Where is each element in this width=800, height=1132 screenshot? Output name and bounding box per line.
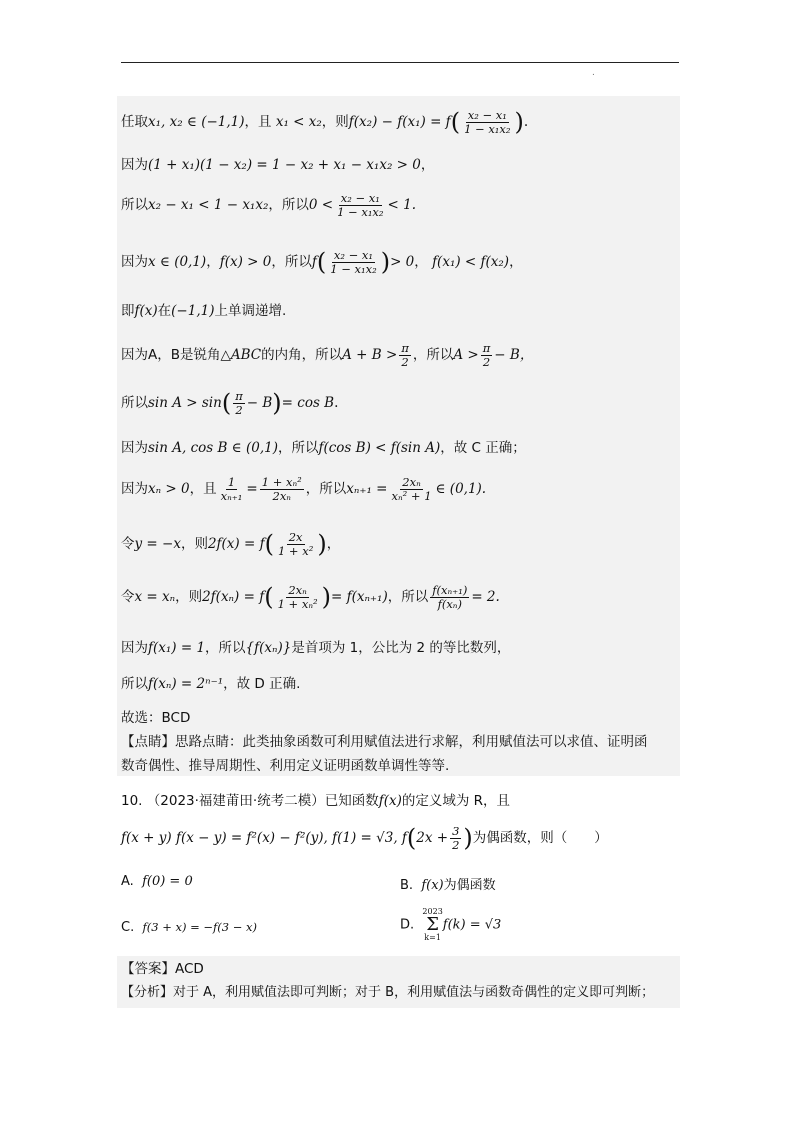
fraction: $\frac{\pi}{2}$: [401, 341, 409, 370]
solution-line-10: 令y = −x，则2f(x) = f( $\frac{2x}{\text{1 + x²}}$ )，: [121, 529, 341, 558]
fraction: $\frac{\pi}{2}$: [482, 341, 491, 370]
solution-line-12: 因为f(x₁) = 1，所以{f(xₙ)}是首项为 1，公比为 2 的等比数列，: [121, 640, 511, 656]
question-line-2: f(x + y) f(x − y) = f²(x) − f²(y), f(1) = √3, f(2x + $\frac{3}{2}$ )为偶函数，则（ ）: [121, 823, 608, 852]
fraction: $\frac{2x}{\text{1 + x²}}$: [277, 529, 314, 558]
solution-line-1: 任取x₁, x₂ ∈ (−1,1)，且 x₁ < x₂，则f(x₂) − f(x₁) = f( $\frac{\text{x₂ − x₁}}{\text{1 − x₁x₂}}$ ).: [121, 107, 529, 136]
header-rule: [121, 62, 679, 63]
solution-line-7: 所以sin A > sin( $\frac{\pi}{2}$ − B)= cos B.: [121, 388, 339, 417]
solution-line-9: 因为xₙ > 0，且 $\frac{1}{\text{xₙ₊₁}}$ = $\frac{\text{1 + xₙ²}}{\text{2xₙ}}$ ，所以xₙ₊₁ = $\frac{\text{2xₙ}}{\text{xₙ² + 1}}$ ∈ (0,1).: [121, 475, 487, 504]
solution-line-6: 因为A，B是锐角△ABC的内角，所以A + B > $\frac{\pi}{2}$ ，所以A > $\frac{\pi}{2}$ − B，: [121, 341, 534, 370]
analysis-text: 【分析】对于 A，利用赋值法即可判断；对于 B，利用赋值法与函数奇偶性的定义即可判断；: [121, 985, 655, 1000]
fraction: $\frac{\text{x₂ − x₁}}{\text{1 − x₁x₂}}$: [464, 107, 511, 136]
fraction: $\frac{\text{2xₙ}}{\text{1 + xₙ²}}$: [277, 582, 318, 611]
fraction: $\frac{\text{x₂ − x₁}}{\text{1 − x₁x₂}}$: [330, 247, 377, 276]
solution-line-5: 即f(x)在(−1,1)上单调递增.: [121, 303, 287, 319]
summation: 2023 Σ k=1: [422, 907, 443, 942]
fraction: $\frac{\pi}{2}$: [235, 388, 243, 417]
answer-label: 【答案】ACD: [121, 961, 204, 977]
option-b: B. f(x)为偶函数: [400, 878, 496, 893]
option-a: A. f(0) = 0: [121, 874, 193, 889]
solution-line-13: 所以f(xₙ) = 2ⁿ⁻¹，故 D 正确.: [121, 676, 301, 692]
solution-line-2: 因为(1 + x₁)(1 − x₂) = 1 − x₂ + x₁ − x₁x₂ > 0，: [121, 157, 435, 173]
fraction: $\frac{\text{2xₙ}}{\text{xₙ² + 1}}$: [391, 475, 432, 504]
option-d: D. 2023 Σ k=1 f(k) = √3: [400, 907, 502, 942]
option-c: C. f(3 + x) = −f(3 − x): [121, 920, 258, 935]
fraction: $\frac{1}{\text{xₙ₊₁}}$: [220, 475, 243, 504]
solution-line-4: 因为x ∈ (0,1)，f(x) > 0，所以f( $\frac{\text{x₂ − x₁}}{\text{1 − x₁x₂}}$ )> 0， f(x₁) < f(x₂)，: [121, 247, 523, 276]
fraction: $\frac{\text{x₂ − x₁}}{\text{1 − x₁x₂}}$: [337, 191, 384, 220]
question-line-1: 10. （2023·福建莆田·统考二模）已知函数f(x)的定义域为 R，且: [121, 793, 511, 809]
fraction: $\frac{3}{2}$: [452, 823, 460, 852]
fraction: $\frac{\text{1 + xₙ²}}{\text{2xₙ}}$: [261, 475, 302, 504]
solution-line-3: 所以x₂ − x₁ < 1 − x₁x₂，所以0 < $\frac{\text{x₂ − x₁}}{\text{1 − x₁x₂}}$ < 1.: [121, 191, 417, 220]
solution-line-8: 因为sin A, cos B ∈ (0,1)，所以f(cos B) < f(sin A)，故 C 正确；: [121, 440, 526, 456]
comment-line-2: 数奇偶性、推导周期性、利用定义证明函数单调性等等.: [121, 758, 450, 774]
page-dot: .: [592, 68, 595, 78]
fraction: $\frac{\text{f(xₙ₊₁)}}{\text{f(xₙ)}}$: [432, 582, 468, 611]
comment-line-1: 【点睛】思路点睛：此类抽象函数可利用赋值法进行求解，利用赋值法可以求值、证明函: [121, 734, 648, 750]
solution-answer: 故选：BCD: [121, 710, 191, 726]
solution-line-11: 令x = xₙ，则2f(xₙ) = f( $\frac{\text{2xₙ}}{\text{1 + xₙ²}}$ )= f(xₙ₊₁)，所以 $\frac{\text{f(xₙ₊₁)}}{\text{f(xₙ)}}$ = 2.: [121, 582, 500, 611]
